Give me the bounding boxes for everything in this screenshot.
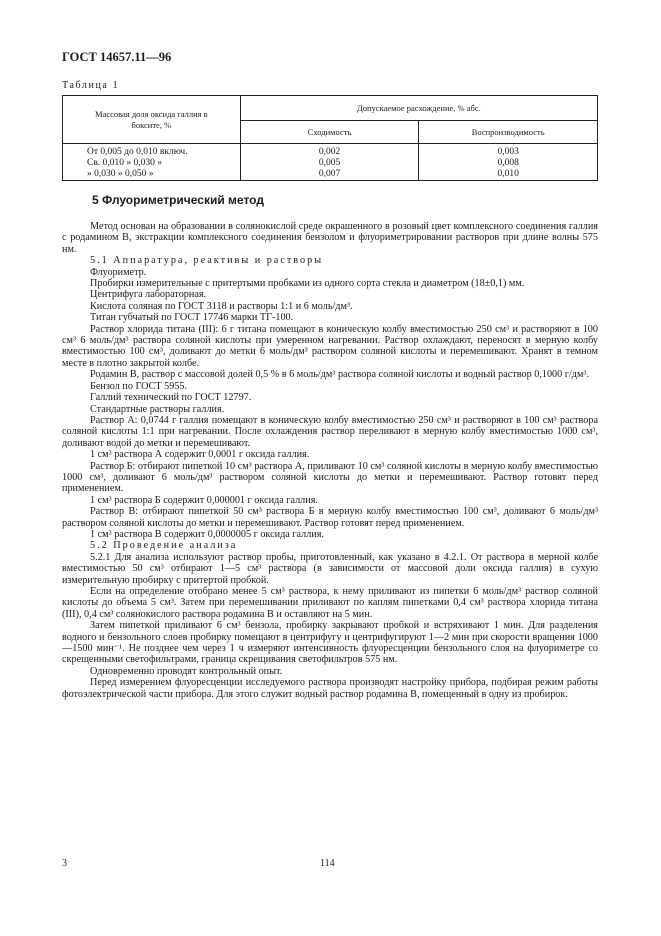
paragraph: Галлий технический по ГОСТ 12797.	[90, 392, 252, 404]
paragraph: Флуориметр.	[90, 266, 147, 278]
paragraph: Центрифуга лабораторная.	[90, 289, 207, 301]
paragraph: Стандартные растворы галлия.	[90, 403, 225, 415]
col-header-mass-fraction: Массовая доля оксида галлия в боксите, %	[63, 96, 241, 144]
cell-convergence: 0,007	[240, 169, 419, 181]
col-header-convergence: Сходимость	[240, 121, 419, 144]
cell-reproducibility: 0,008	[419, 158, 598, 169]
cell-convergence: 0,002	[240, 144, 419, 159]
cell-range: » 0,030 » 0,050 »	[63, 169, 241, 181]
document-header: ГОСТ 14657.11—96	[62, 50, 172, 64]
section-title: 5 Флуориметрический метод	[92, 193, 264, 207]
paragraph: Если на определение отобрано менее 5 см³ раствора, к нему приливают из пипетки 6 моль/дм³ раствор соляной кислоты до объема 5 см³. Затем при перемешивании приливают по каплям пипетками 0,4 см³ раствора хлорида титана (III), 0,4 см³ солянокислого раствора родамина В и оставляют на 5 мин.	[62, 586, 598, 620]
body-text	[62, 221, 598, 700]
paragraph: 1 см³ раствора А содержит 0,0001 г оксида галлия.	[90, 449, 310, 461]
footer-left-number: 3	[62, 858, 67, 869]
page-number: 114	[320, 858, 335, 869]
paragraph: Титан губчатый по ГОСТ 17746 марки ТГ-100.	[90, 312, 294, 324]
paragraph: Кислота соляная по ГОСТ 3118 и растворы 1:1 и 6 моль/дм³.	[90, 300, 353, 312]
table-row	[63, 158, 598, 169]
cell-reproducibility: 0,010	[419, 169, 598, 181]
paragraph: Раствор А: 0,0744 г галлия помещают в коническую колбу вместимостью 250 см³ и растворяют в 100 см³ раствора соляной кислоты 1:1 при нагревании. После охлаждения раствор переливают в мерную колбу вместимостью 1000 см³, доливают водой до метки и перемешивают.	[62, 414, 598, 449]
paragraph: Раствор хлорида титана (III): 6 г титана помещают в коническую колбу вместимостью 250 см³ и растворяют в 100 см³ 6 моль/дм³ раствора соляной кислоты при умеренном нагревании. Раствор охлаждают, переносят в мерную колбу вместимостью 100 см³, доливают до метки 6 моль/дм³ раствором соляной кислоты и перемешивают. Хранят в темном месте в плотно закрытой колбе.	[62, 323, 598, 369]
paragraph: 1 см³ раствора В содержит 0,0000005 г оксида галлия.	[90, 528, 324, 540]
table-row	[63, 169, 598, 181]
subsection-heading: 5.2 Проведение анализа	[90, 540, 238, 552]
col-header-group: Допускаемое расхождение, % абс.	[240, 96, 597, 121]
paragraph: 5.2.1 Для анализа используют раствор пробы, приготовленный, как указано в 4.2.1. От раствора в мерной колбе вместимостью 50 см³ отбирают 1—5 см³ раствора (в зависимости от массовой доли оксида галлия) в сухую измерительную пробирку с притертой пробкой.	[62, 551, 598, 586]
paragraph: 1 см³ раствора Б содержит 0,000001 г оксида галлия.	[90, 494, 318, 506]
paragraph: Раствор Б: отбирают пипеткой 10 см³ раствора А, приливают 10 см³ соляной кислоты в мерную колбу вместимостью 1000 см³, доливают 6 моль/дм³ раствором соляной кислоты до метки и перемешивают. Раствор готовят перед применением.	[62, 460, 598, 495]
paragraph: Пробирки измерительные с притертыми пробками из одного сорта стекла и диаметром (18±0,1) мм.	[90, 278, 525, 290]
cell-range: Св. 0,010 » 0,030 »	[63, 158, 241, 169]
cell-reproducibility: 0,003	[419, 144, 598, 159]
table-caption: Таблица 1	[62, 80, 120, 91]
paragraph: Бензол по ГОСТ 5955.	[90, 380, 188, 392]
tolerance-table	[62, 95, 598, 181]
paragraph: Родамин В, раствор с массовой долей 0,5 % в 6 моль/дм³ раствора соляной кислоты и водный раствор 0,1000 г/дм³.	[90, 369, 590, 381]
cell-range: От 0,005 до 0,010 включ.	[63, 144, 241, 159]
paragraph: Одновременно проводят контрольный опыт.	[90, 665, 283, 677]
cell-convergence: 0,005	[240, 158, 419, 169]
paragraph: Перед измерением флуоресценции исследуемого раствора производят настройку прибора, подбирая режим работы фотоэлектрической части прибора. Для этого служит водный раствор родамина В, помещенный в одну из пробирок.	[62, 677, 598, 700]
paragraph: Раствор В: отбирают пипеткой 50 см³ раствора Б в мерную колбу вместимостью 100 см³, доливают 6 моль/дм³ раствором соляной кислоты до метки и перемешивают. Раствор готовят перед применением.	[62, 506, 598, 529]
paragraph: Затем пипеткой приливают 6 см³ бензола, пробирку закрывают пробкой и встряхивают 1 мин. Для разделения водного и бензольного слоев пробирку помещают в центрифугу и центрифугируют 1—2 мин при скорости вращения 1000—1500 мин⁻¹. Не позднее чем через 1 ч измеряют интенсивность флуоресценции бензольного слоя на флуориметре со скрещенными светофильтрами, граница скрещивания светофильтров 575 нм.	[62, 620, 598, 666]
paragraph: Метод основан на образовании в солянокислой среде окрашенного в розовый цвет комплексного соединения галлия с родамином В, экстракции комплексного соединения бензолом и флуориметрировании растворов при длине волны 575 нм.	[62, 221, 598, 255]
subsection-heading: 5.1 Аппаратура, реактивы и растворы	[90, 255, 324, 267]
table-row	[63, 144, 598, 159]
col-header-reproducibility: Воспроизводимость	[419, 121, 598, 144]
